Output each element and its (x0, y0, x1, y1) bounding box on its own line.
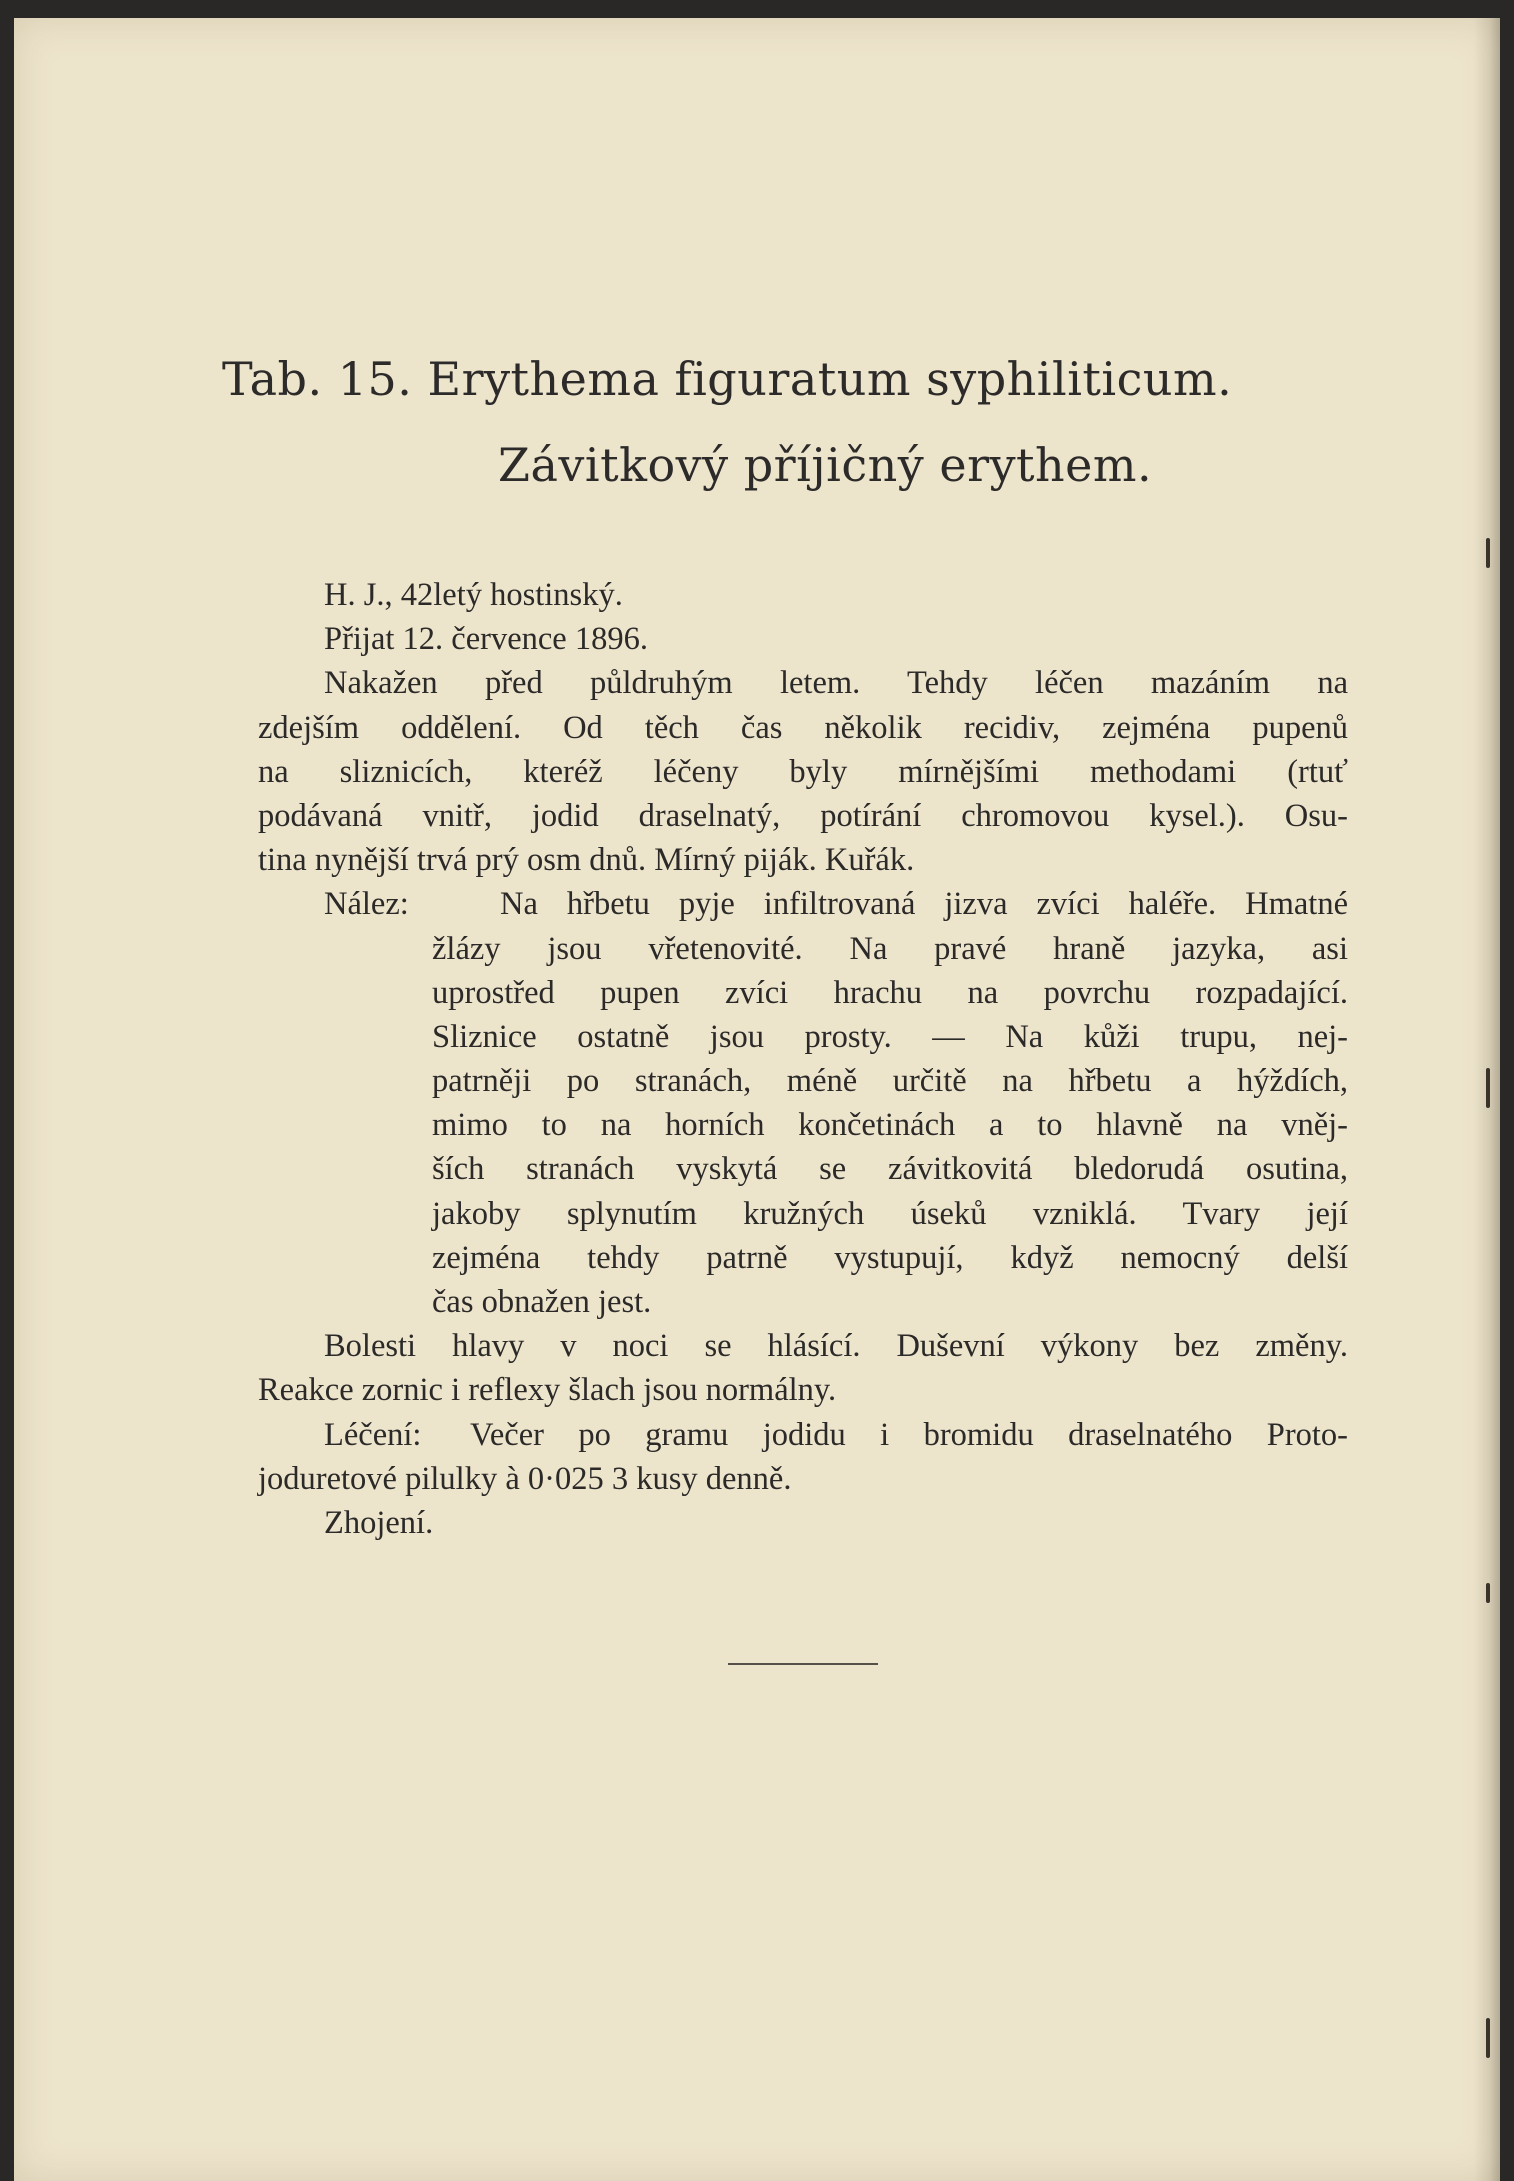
other-line: Reakce zornic i reflexy šlach jsou normálny. (258, 1372, 837, 1409)
edge-mark (1486, 2018, 1490, 2058)
findings-line: patrněji po stranách, méně určitě na hřbetu a hýždích, (432, 1063, 1348, 1100)
admitted-line: Přijat 12. července 1896. (324, 621, 648, 658)
outcome-line: Zhojení. (324, 1504, 434, 1541)
findings-line: čas obnažen jest. (432, 1284, 652, 1320)
section-divider (728, 1663, 878, 1665)
treatment-line: joduretové pilulky à 0·025 3 kusy denně. (258, 1460, 792, 1497)
findings-line: mimo to na horních končetinách a to hlavně na vněj- (432, 1107, 1348, 1144)
history-line: Nakažen před půldruhým letem. Tehdy léčen mazáním na (324, 665, 1348, 702)
findings-line: ších stranách vyskytá se závitkovitá bledorudá osutina, (432, 1151, 1348, 1188)
edge-mark (1486, 1583, 1490, 1603)
edge-mark (1486, 1068, 1490, 1108)
treatment-first-line (258, 1413, 1348, 1457)
history-line: podávaná vnitř, jodid draselnatý, potírání chromovou kysel.). Osu- (258, 797, 1348, 834)
findings-text: Na hřbetu pyje infiltrovaná jizva zvíci haléře. Hmatné (500, 886, 1348, 923)
findings-line: jakoby splynutím kružných úseků vzniklá. Tvary její (432, 1195, 1348, 1232)
book-page (14, 18, 1500, 2181)
edge-mark (1486, 538, 1490, 568)
history-line: tina nynější trvá prý osm dnů. Mírný piják. Kuřák. (258, 842, 915, 879)
findings-line: zejména tehdy patrně vystupují, když nemocný delší (432, 1239, 1348, 1276)
treatment-text: Večer po gramu jodidu i bromidu draselnatého Proto- (470, 1416, 1348, 1453)
page-subtitle: Závitkový příjičný erythem. (498, 438, 1153, 492)
findings-label: Nález: (324, 886, 409, 923)
patient-line: H. J., 42letý hostinský. (324, 577, 623, 613)
other-line: Bolesti hlavy v noci se hlásící. Duševní výkony bez změny. (324, 1328, 1348, 1365)
case-report (258, 573, 1348, 1545)
history-line: zdejším oddělení. Od těch čas několik recidiv, zejména pupenů (258, 709, 1348, 746)
findings-line: Sliznice ostatně jsou prosty. — Na kůži trupu, nej- (432, 1018, 1348, 1055)
findings-line: uprostřed pupen zvíci hrachu na povrchu rozpadající. (432, 974, 1348, 1011)
treatment-label: Léčení: (324, 1416, 422, 1453)
page-title: Tab. 15. Erythema figuratum syphiliticum. (222, 352, 1233, 406)
history-line: na sliznicích, kteréž léčeny byly mírnějšími methodami (rtuť (258, 753, 1348, 790)
findings-first-line (258, 882, 1348, 926)
findings-line: žlázy jsou vřetenovité. Na pravé hraně jazyka, asi (432, 930, 1348, 967)
